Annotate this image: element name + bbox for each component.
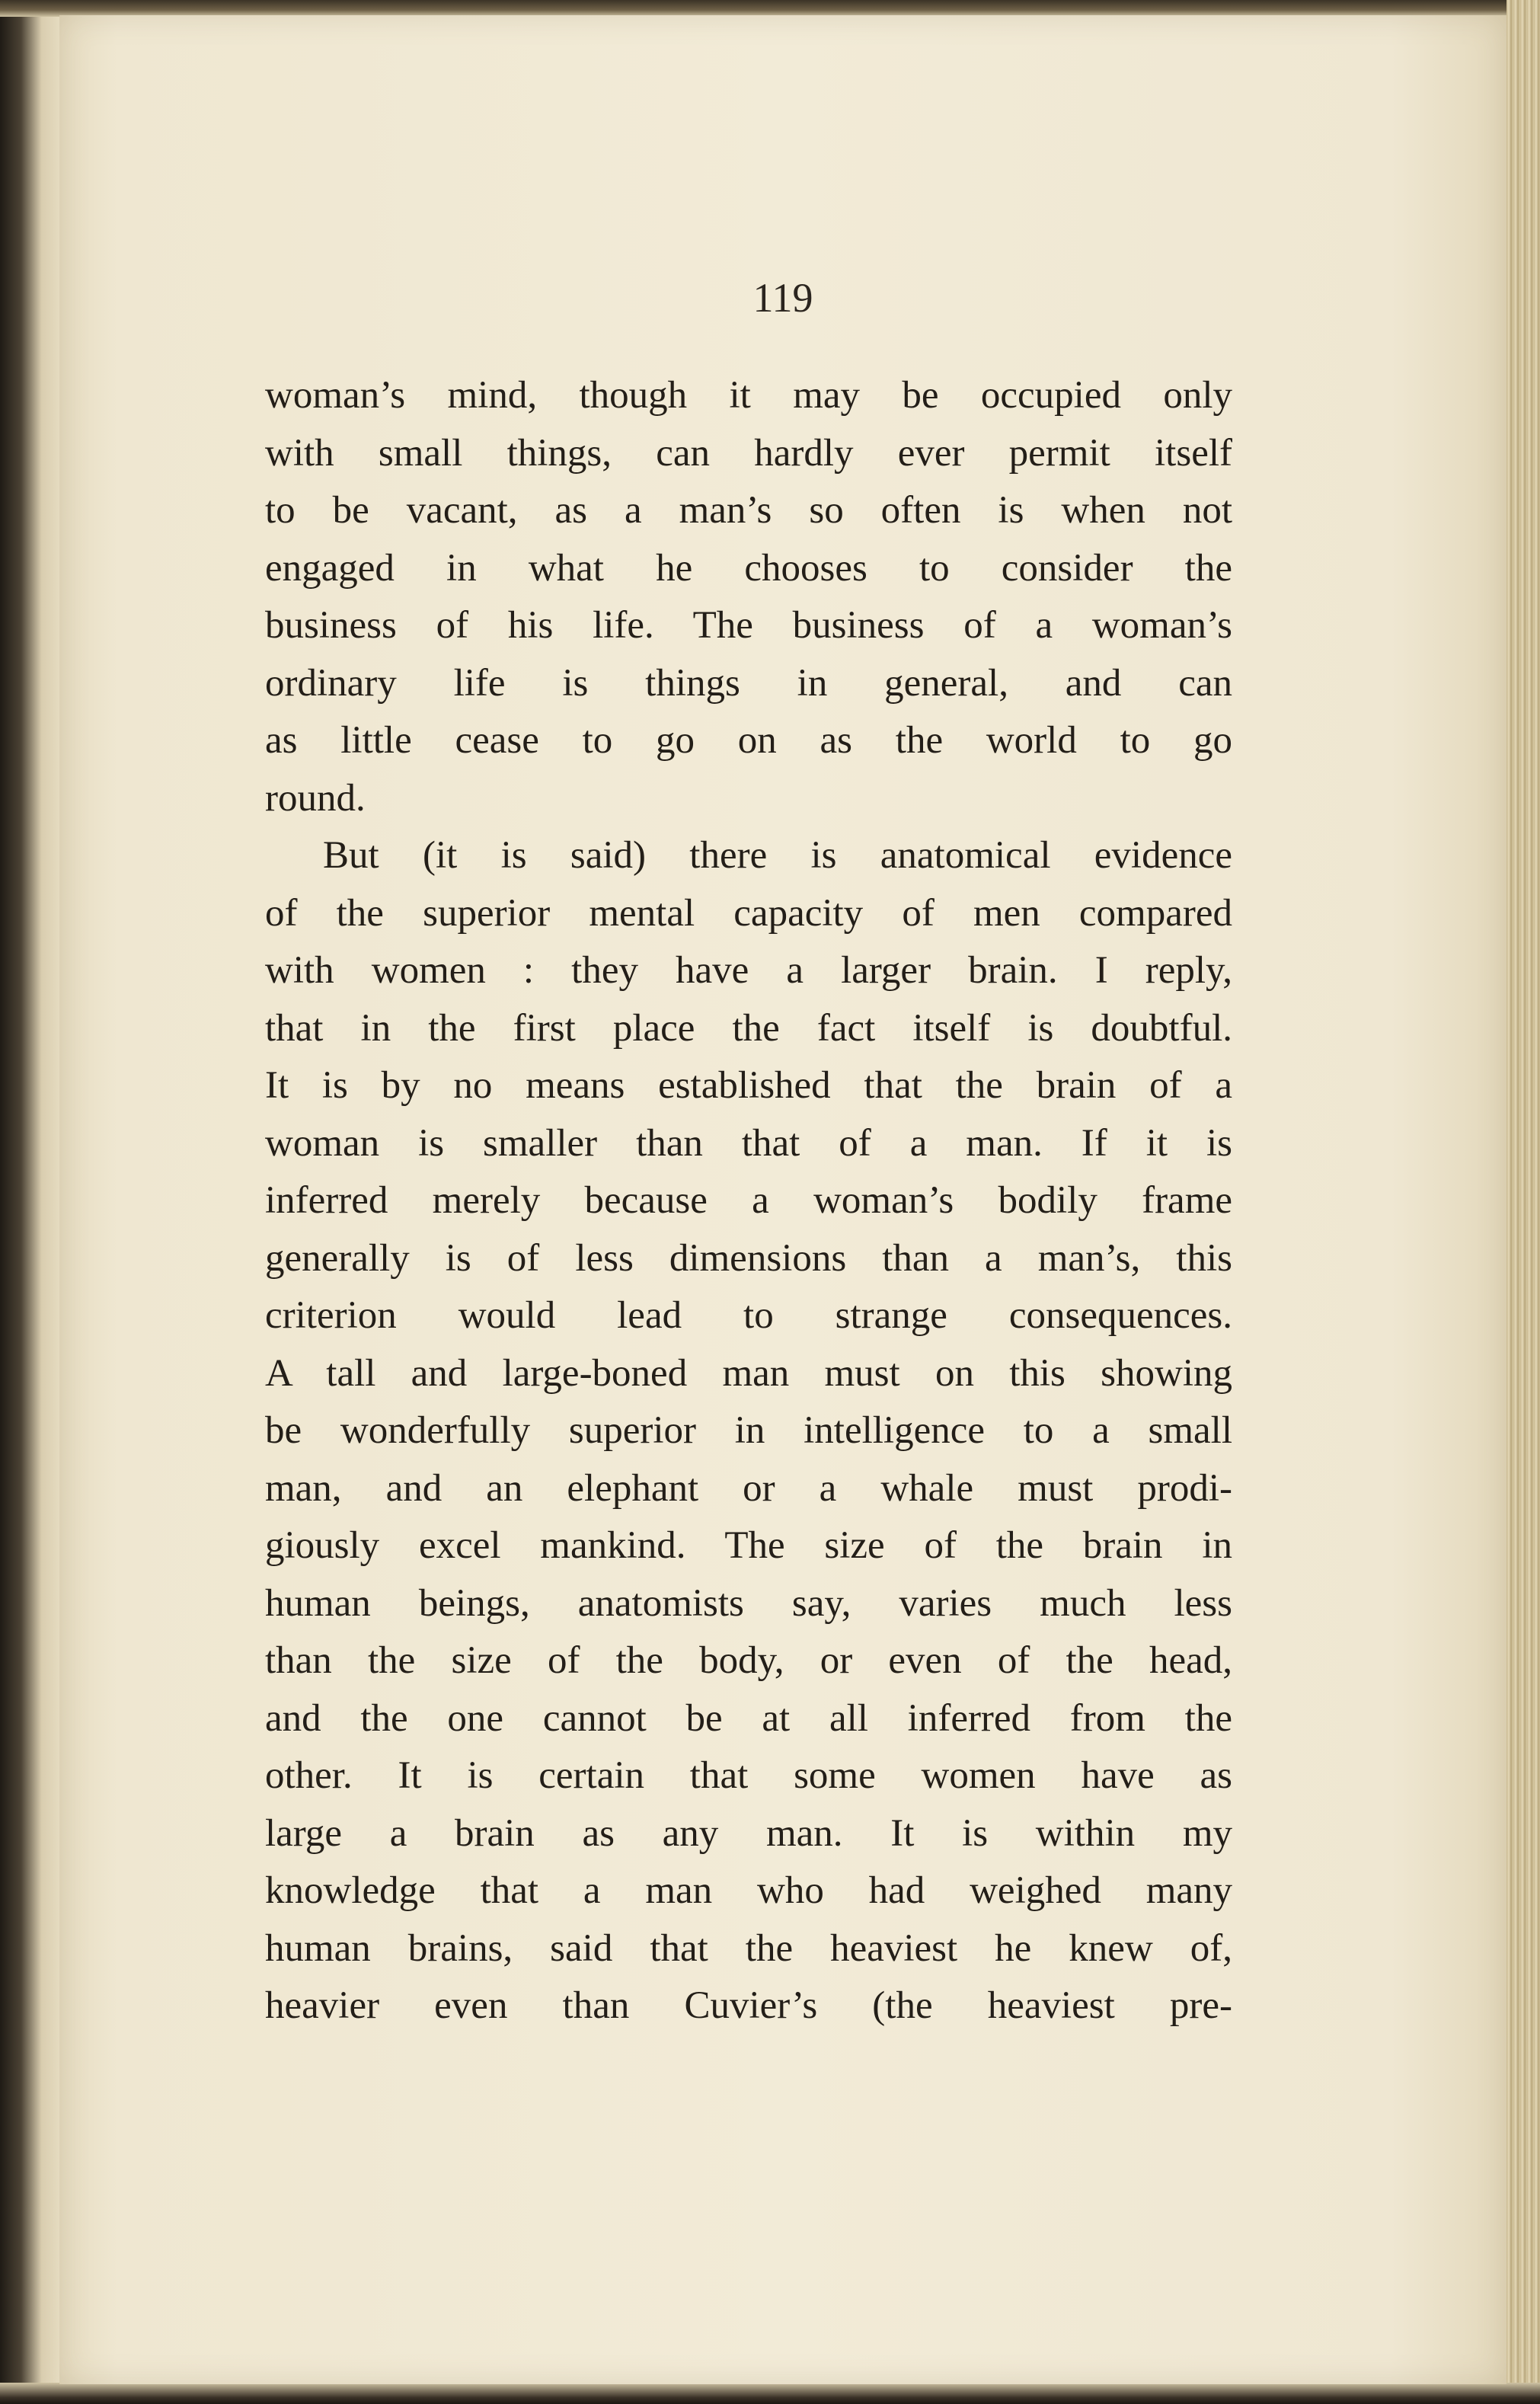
text-line: other. It is certain that some women have as <box>265 1754 1232 1797</box>
text-line: heavier even than Cuvier’s (the heaviest pre- <box>265 1984 1232 2027</box>
text-line: as little cease to go on as the world to go <box>265 719 1232 762</box>
paragraph-end-line: round. <box>265 776 366 820</box>
text-line: ordinary life is things in general, and can <box>265 661 1232 705</box>
text-line: A tall and large-boned man must on this showing <box>265 1351 1232 1395</box>
body-text <box>265 367 1232 2035</box>
text-line: with women : they have a larger brain. I reply, <box>265 949 1232 992</box>
text-line: knowledge that a man who had weighed many <box>265 1869 1232 1912</box>
text-line: woman is smaller than that of a man. If it is <box>265 1121 1232 1165</box>
text-line: large a brain as any man. It is within my <box>265 1811 1232 1855</box>
text-line: and the one cannot be at all inferred from the <box>265 1696 1232 1740</box>
text-line: human brains, said that the heaviest he knew of, <box>265 1926 1232 1970</box>
text-line: man, and an elephant or a whale must prodi- <box>265 1466 1232 1510</box>
text-line: engaged in what he chooses to consider the <box>265 546 1232 590</box>
text-line: woman’s mind, though it may be occupied only <box>265 374 1232 417</box>
text-line: criterion would lead to strange consequences. <box>265 1294 1232 1337</box>
page-fore-edge <box>1506 0 1540 2404</box>
text-line: be wonderfully superior in intelligence to a small <box>265 1409 1232 1452</box>
text-line: human beings, anatomists say, varies much less <box>265 1581 1232 1625</box>
text-line: business of his life. The business of a woman’s <box>265 604 1232 647</box>
text-line: giously excel mankind. The size of the brain in <box>265 1524 1232 1567</box>
text-line: generally is of less dimensions than a man’s, this <box>265 1236 1232 1280</box>
text-line: inferred merely because a woman’s bodily frame <box>265 1179 1232 1222</box>
page-bottom-edge <box>0 2383 1540 2404</box>
book-binding <box>0 0 59 2404</box>
page-top-edge <box>0 0 1540 17</box>
text-line: It is by no means established that the brain of a <box>265 1064 1232 1107</box>
text-line: of the superior mental capacity of men compared <box>265 891 1232 935</box>
text-line: that in the first place the fact itself is doubtful. <box>265 1006 1232 1050</box>
text-line: with small things, can hardly ever permit itself <box>265 431 1232 475</box>
text-line: to be vacant, as a man’s so often is when not <box>265 489 1232 532</box>
book-page <box>59 15 1506 2384</box>
paragraph-start-line: But (it is said) there is anatomical evidence <box>323 834 1232 877</box>
text-line: than the size of the body, or even of the head, <box>265 1639 1232 1682</box>
page-number: 119 <box>752 275 813 321</box>
